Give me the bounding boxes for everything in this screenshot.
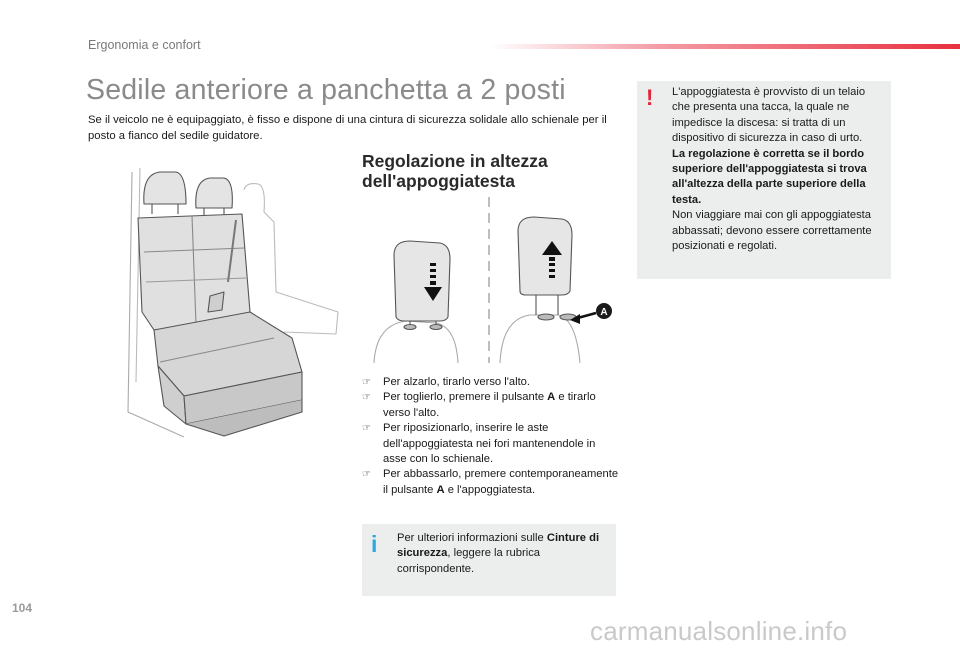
instruction-text-end: e l'appoggiatesta. [444,483,536,496]
bench-seat-illustration [124,162,342,440]
instruction-text: Per abbassarlo, premere contemporaneamente il pulsante [383,468,619,496]
instruction-item [362,375,620,390]
warning-box [637,81,891,279]
bullet-icon: ☞ [362,377,371,388]
info-icon: i [371,531,378,557]
instruction-list [362,375,620,498]
page-number: 104 [12,601,33,615]
section-label: Ergonomia e confort [88,38,201,52]
page-title: Sedile anteriore a panchetta a 2 posti [86,74,566,106]
headrest-adjustment-illustration [370,197,620,367]
instruction-item [362,390,620,421]
instruction-text: Per alzarlo, tirarlo verso l'alto. [383,376,531,388]
instruction-text: Per riposizionarlo, inserire le aste dell'appoggiatesta nei fori mantenendole in asse con lo schienale. [383,422,596,466]
instruction-text-end: e tirarlo verso l'alto. [383,391,596,419]
instruction-bold: A [547,391,556,404]
watermark: carmanualsonline.info [590,616,848,646]
instruction-bold: A [436,483,445,496]
warning-icon: ! [646,85,654,110]
bullet-icon: ☞ [362,423,371,435]
warning-bold: La regolazione è corretta se il bordo superiore dell'appoggiatesta si trova all'altezza della parte superiore della testa. [672,147,867,206]
info-text [397,531,607,577]
info-text-bold: Cinture di sicurezza [397,532,600,560]
warning-text [672,85,884,254]
intro-text: Se il veicolo ne è equipaggiato, è fisso e dispone di una cintura di sicurezza solidale allo schienale per il posto a fianco del sedile guidatore. [88,114,607,142]
instruction-item [362,467,620,498]
bullet-icon: ☞ [362,469,371,481]
info-box [362,524,616,596]
subsection-title-line1: Regolazione in altezza [362,151,548,171]
header-accent-bar [490,44,960,49]
info-text-end: , leggere la rubrica corrispondente. [397,547,541,575]
button-a-label: A [600,307,608,318]
subsection-title-line2: dell'appoggiatesta [362,171,515,191]
info-text-start: Per ulteriori informazioni sulle [397,532,547,544]
warning-para-1: L'appoggiatesta è provvisto di un telaio che presenta una tacca, la quale ne impedisce la discesa: si tratta di un dispositivo di sicurezza in caso di urto. [672,86,866,145]
warning-para-2: Non viaggiare mai con gli appoggiatesta abbassati; devono essere correttamente posizionati e regolati. [672,209,872,253]
instruction-item [362,421,620,467]
instruction-text: Per toglierlo, premere il pulsante [383,391,548,404]
bullet-icon: ☞ [362,392,371,404]
subsection-title [362,151,548,191]
